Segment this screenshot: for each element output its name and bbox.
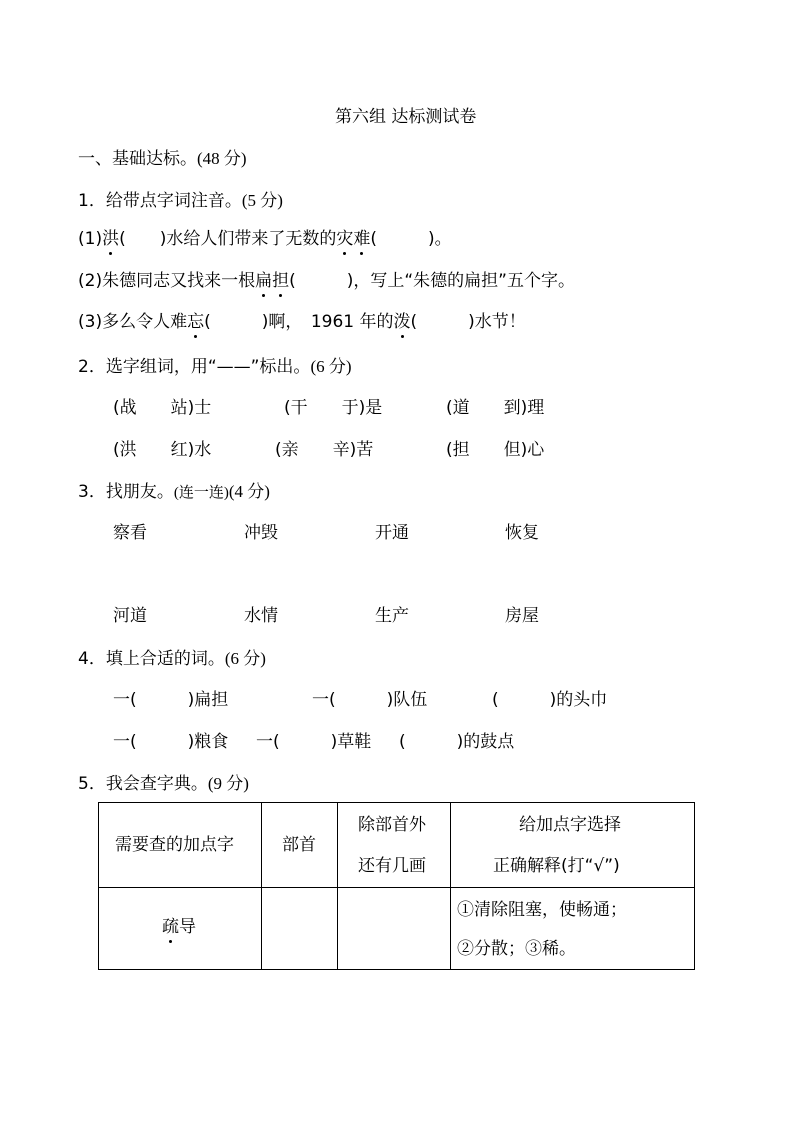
choice-option: (干 于)是: [284, 398, 383, 418]
match-word-top: 察看: [113, 523, 147, 543]
dotted-char: 泼: [393, 312, 411, 332]
item-text: 多么令人难: [102, 312, 188, 332]
table-header-meaning-line2: 正确解释(打“√”): [493, 856, 620, 876]
question-1-item-3: [78, 310, 526, 334]
question-3-sub: (连一连): [173, 485, 229, 501]
question-3-heading: [78, 480, 270, 505]
fill-blank-item: 一( )草鞋: [256, 732, 372, 752]
table-header-strokes-line2: 还有几画: [358, 856, 426, 876]
question-3-points: (4 分): [228, 482, 270, 501]
choice-option: (道 到)理: [446, 398, 545, 418]
question-2-heading: [78, 355, 352, 379]
fill-blank-item: 一( )队伍: [312, 690, 428, 710]
question-3-text: 3．找朋友。: [78, 482, 174, 502]
item-text: ( )。: [370, 229, 452, 249]
question-1-heading: [78, 189, 283, 213]
dotted-char: 忘: [187, 312, 205, 332]
dictionary-table: [98, 802, 695, 970]
fill-blank-item: ( )的鼓点: [399, 732, 515, 752]
match-word-top: 恢复: [505, 523, 539, 543]
match-word-bottom: 河道: [113, 606, 147, 626]
choice-option: (战 站)士: [113, 398, 212, 418]
question-1-item-1: [78, 227, 452, 251]
item-text: ( )水节！: [410, 312, 526, 332]
question-4-heading: [78, 647, 266, 671]
table-row-word: [162, 915, 196, 939]
question-5-heading: [78, 772, 249, 796]
table-row-meaning-line2: ②分散；③稀。: [457, 939, 576, 958]
question-5-text: 5．我会查字典。: [78, 774, 208, 794]
dotted-char: 扁: [255, 271, 273, 291]
question-4-points: (6 分): [224, 649, 266, 668]
table-row-word-rest: 导: [179, 917, 196, 937]
table-header-char: 需要查的加点字: [115, 835, 234, 855]
question-2-text: 2．选字组词，用“——”标出。: [78, 357, 311, 377]
question-1-points: (5 分): [241, 191, 283, 210]
dotted-char: 洪: [102, 229, 120, 249]
choice-option: (亲 辛)苦: [275, 440, 374, 460]
match-word-bottom: 水情: [244, 606, 278, 626]
choice-option: (担 但)心: [446, 440, 545, 460]
dotted-char: 难: [353, 229, 371, 249]
page-title: 第六组 达标测试卷: [335, 107, 477, 127]
item-text: ( )水给人们带来了无数的: [119, 229, 337, 249]
item-text: ( )啊， 1961 年的: [204, 312, 394, 332]
table-header-strokes-line1: 除部首外: [358, 815, 426, 835]
question-5-points: (9 分): [207, 774, 249, 793]
table-divider: [261, 803, 262, 969]
section-heading: [78, 147, 247, 171]
section-heading-text: 一、基础达标。: [78, 149, 197, 169]
dotted-char: 担: [272, 271, 290, 291]
table-divider: [99, 887, 694, 888]
fill-blank-item: 一( )扁担: [113, 690, 229, 710]
section-points: (48 分): [197, 149, 247, 168]
fill-blank-item: 一( )粮食: [113, 732, 229, 752]
item-text: ( )，写上“朱德的扁担”五个字。: [289, 271, 575, 291]
table-header-meaning-line1: 给加点字选择: [519, 815, 621, 835]
match-word-bottom: 生产: [375, 606, 409, 626]
item-prefix: (2): [78, 271, 103, 291]
question-2-points: (6 分): [310, 357, 352, 376]
question-1-item-2: [78, 269, 575, 293]
item-prefix: (1): [78, 229, 103, 249]
choice-option: (洪 红)水: [113, 440, 212, 460]
item-prefix: (3): [78, 312, 103, 332]
table-header-radical: 部首: [282, 835, 316, 855]
match-word-top: 开通: [375, 523, 409, 543]
fill-blank-item: ( )的头巾: [492, 690, 608, 710]
match-word-bottom: 房屋: [505, 606, 539, 626]
question-1-text: 1．给带点字词注音。: [78, 191, 242, 211]
table-divider: [337, 803, 338, 969]
question-4-text: 4．填上合适的词。: [78, 649, 225, 669]
item-text: 朱德同志又找来一根: [102, 271, 256, 291]
dotted-char: 灾: [336, 229, 354, 249]
table-divider: [450, 803, 451, 969]
match-word-top: 冲毁: [244, 523, 278, 543]
dotted-char: 疏: [162, 917, 179, 937]
table-row-meaning-line1: ①清除阻塞，使畅通；: [457, 900, 627, 919]
